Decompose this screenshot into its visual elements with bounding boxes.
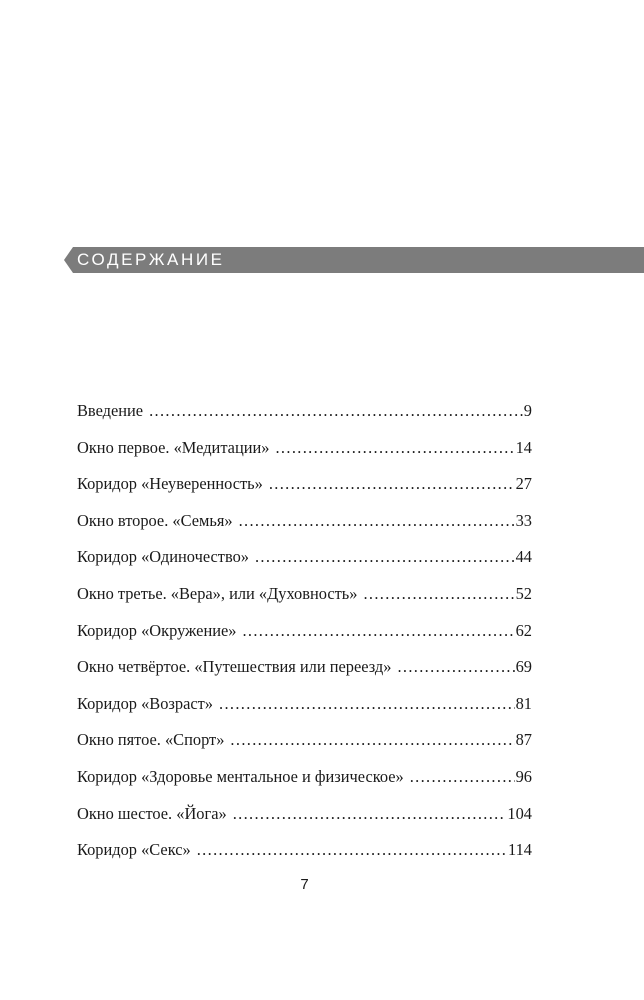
toc-entry-title: Окно пятое. «Спорт»	[77, 730, 225, 750]
toc-dot-leader	[149, 398, 523, 424]
toc-entry-travel	[77, 654, 532, 691]
toc-dot-leader	[239, 508, 515, 534]
toc-entry-page: 33	[515, 510, 532, 530]
toc-entry-health	[77, 764, 532, 801]
toc-entry-family	[77, 508, 532, 545]
toc-entry-title: Окно четвёртое. «Путешествия или переезд»	[77, 657, 392, 677]
toc-dot-leader	[233, 801, 507, 827]
toc-entry-title: Коридор «Здоровье ментальное и физическое»	[77, 766, 404, 786]
toc-dot-leader	[219, 691, 515, 717]
toc-entry-faith	[77, 581, 532, 618]
toc-entry-surroundings	[77, 618, 532, 655]
toc-entry-page: 14	[515, 437, 532, 457]
toc-entry-title: Коридор «Окружение»	[77, 620, 237, 640]
toc-dot-leader	[230, 727, 514, 753]
toc-entry-title: Окно шестое. «Йога»	[77, 803, 227, 823]
toc-entry-title: Коридор «Секс»	[77, 840, 191, 860]
toc-entry-title: Введение	[77, 401, 144, 420]
toc-entry-page: 87	[515, 730, 532, 750]
page-number: 7	[300, 876, 309, 893]
toc-entry-page: 52	[515, 583, 532, 603]
toc-entry-insecurity	[77, 471, 532, 508]
toc-entry-title: Окно первое. «Медитации»	[77, 437, 270, 457]
toc-entry-title: Окно третье. «Вера», или «Духовность»	[77, 583, 358, 603]
toc-entry-page: 114	[508, 840, 532, 860]
toc-entry-page: 62	[515, 620, 532, 640]
toc-entry-page: 104	[507, 803, 532, 823]
toc-entry-sex	[77, 837, 532, 874]
toc-entry-title: Коридор «Неуверенность»	[77, 474, 263, 494]
toc-dot-leader	[269, 471, 515, 497]
toc-entry-title: Коридор «Возраст»	[77, 693, 214, 713]
toc-entry-page: 96	[515, 766, 532, 786]
toc-dot-leader	[275, 435, 514, 461]
toc-entry-page: 81	[515, 693, 532, 713]
toc-entry-loneliness	[77, 544, 532, 581]
toc-dot-leader	[255, 544, 515, 570]
toc-dot-leader	[410, 764, 515, 790]
toc-dot-leader	[397, 654, 514, 680]
toc-entry-sport	[77, 727, 532, 764]
toc-entry-page: 27	[515, 474, 532, 494]
section-title: СОДЕРЖАНИЕ	[77, 250, 225, 269]
table-of-contents	[77, 398, 532, 874]
toc-entry-title: Окно второе. «Семья»	[77, 510, 233, 530]
toc-entry-page: 69	[515, 657, 532, 677]
toc-entry-page: 9	[523, 401, 532, 420]
toc-entry-age	[77, 691, 532, 728]
toc-dot-leader	[363, 581, 514, 607]
toc-dot-leader	[242, 618, 514, 644]
toc-entry-introduction	[77, 398, 532, 435]
toc-entry-title: Коридор «Одиночество»	[77, 547, 249, 567]
toc-entry-yoga	[77, 801, 532, 838]
toc-entry-page: 44	[515, 547, 532, 567]
toc-dot-leader	[197, 837, 507, 863]
toc-entry-meditations	[77, 435, 532, 472]
